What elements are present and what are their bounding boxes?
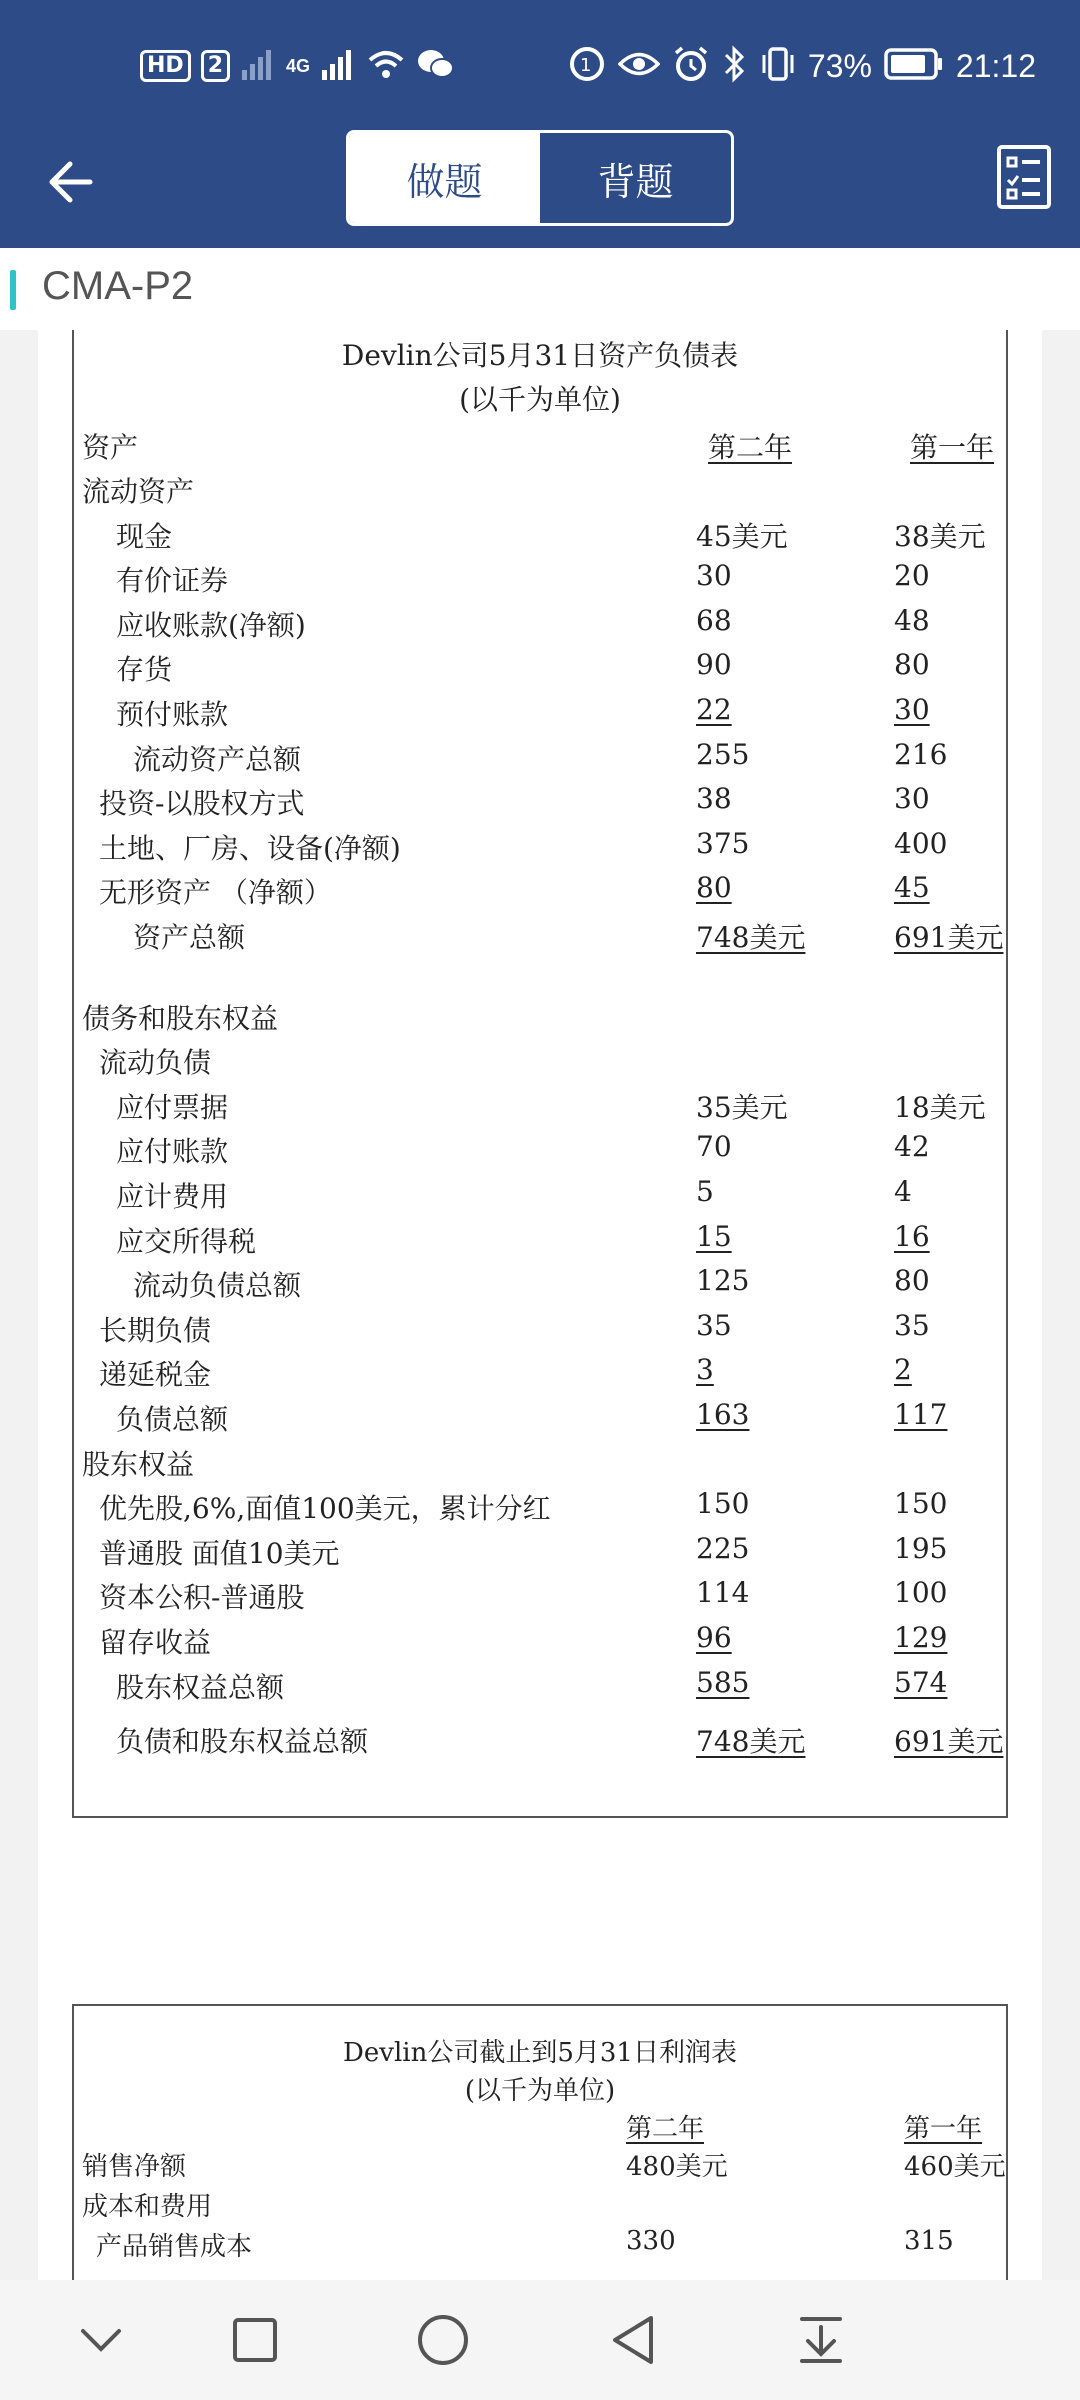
- year2-value: 45美元: [696, 519, 788, 553]
- status-right: [568, 42, 1036, 90]
- column-header-year1: 第一年: [910, 431, 995, 464]
- table-row: [74, 1398, 1006, 1442]
- table-row: [74, 2186, 1006, 2230]
- table-row: [74, 648, 1006, 692]
- income-statement-title: Devlin公司截止到5月31日利润表: [343, 2038, 737, 2068]
- year2-value: 38: [696, 782, 732, 816]
- year1-value: 574: [894, 1665, 948, 1699]
- balance-sheet-title: Devlin公司5月31日资产负债表: [341, 339, 739, 372]
- year2-value: 330: [626, 2226, 676, 2256]
- year1-value: 216: [894, 737, 948, 771]
- download-button[interactable]: [786, 2308, 856, 2372]
- title-bar: [0, 130, 1080, 248]
- column-header-year2: 第二年: [708, 431, 793, 464]
- year1-value: 30: [894, 782, 930, 816]
- year2-value: 114: [696, 1576, 750, 1610]
- row-label: 应付票据: [116, 1090, 229, 1124]
- year1-value: 100: [894, 1576, 948, 1610]
- recent-apps-button[interactable]: [220, 2308, 290, 2372]
- download-icon: [798, 2315, 844, 2365]
- row-label: 预付账款: [116, 698, 229, 731]
- row-label: 递延税金: [99, 1358, 212, 1392]
- wechat-icon: [416, 46, 454, 86]
- data-saver-icon: [568, 45, 606, 87]
- year1-value: 195: [894, 1531, 948, 1565]
- row-label: 负债总额: [116, 1403, 229, 1436]
- row-label: 流动资产: [82, 475, 195, 508]
- row-label: 存货: [116, 653, 173, 687]
- row-label: 应计费用: [116, 1180, 229, 1213]
- year2-value: 225: [696, 1531, 750, 1565]
- back-button[interactable]: [40, 152, 100, 212]
- alarm-icon: [672, 45, 710, 87]
- year2-value: 255: [696, 737, 750, 771]
- year1-value: 48: [894, 603, 930, 637]
- status-bar: [0, 0, 1080, 130]
- row-label: 资本公积-普通股: [99, 1581, 305, 1615]
- nav-back-button[interactable]: [598, 2308, 668, 2372]
- table-row: [74, 1443, 1006, 1487]
- vibrate-icon: [760, 45, 796, 87]
- year1-value: 30: [894, 693, 930, 726]
- year2-value: 480美元: [626, 2152, 728, 2182]
- row-label: 应付账款: [116, 1135, 229, 1169]
- row-label: 现金: [116, 519, 173, 553]
- question-image: [38, 330, 1042, 2280]
- year1-value: 117: [894, 1398, 948, 1431]
- year1-value: 4: [894, 1175, 912, 1208]
- year1-value: 38美元: [894, 519, 986, 553]
- year1-value: 460美元: [904, 2152, 1006, 2182]
- balance-sheet: [72, 330, 1008, 1818]
- year2-value: 35: [696, 1308, 732, 1342]
- home-icon: [416, 2313, 470, 2367]
- row-label: 产品销售成本: [96, 2232, 253, 2262]
- table-row: [74, 1576, 1006, 1620]
- table-row: [74, 1720, 1006, 1764]
- table-row: [74, 1532, 1006, 1576]
- recent-apps-icon: [231, 2316, 279, 2364]
- year2-value: 70: [696, 1130, 732, 1164]
- year2-value: 748美元: [696, 921, 806, 954]
- table-row: [74, 1264, 1006, 1308]
- hd-badge: HD: [140, 50, 191, 82]
- subject-title: CMA-P2: [42, 264, 194, 308]
- row-label: 优先股,6%,面值100美元，累计分红: [99, 1492, 551, 1526]
- row-label: 有价证券: [116, 564, 229, 598]
- year1-value: 20: [894, 559, 930, 593]
- row-label: 土地、厂房、设备(净额): [99, 831, 401, 865]
- svg-text:1: 1: [579, 55, 592, 76]
- year2-value: 15: [696, 1219, 732, 1253]
- year1-value: 80: [894, 1264, 930, 1298]
- table-row: [74, 871, 1006, 915]
- system-nav-bar: [0, 2280, 1080, 2400]
- table-row: [74, 1309, 1006, 1353]
- collapse-button[interactable]: [66, 2308, 136, 2372]
- year1-value: 150: [894, 1487, 948, 1521]
- year2-value: 375: [696, 826, 750, 860]
- row-label: 资产总额: [133, 921, 246, 954]
- table-row: [74, 2146, 1006, 2190]
- row-label: 应收账款(净额): [116, 608, 306, 642]
- year1-value: 691美元: [894, 921, 1004, 954]
- battery-icon: [884, 47, 944, 85]
- question-list-icon: [996, 144, 1052, 210]
- year2-value: 22: [696, 693, 732, 726]
- battery-percent: 73%: [807, 47, 872, 84]
- collapse-icon: [79, 2325, 123, 2355]
- row-label: 债务和股东权益: [82, 1001, 279, 1035]
- income-statement-subtitle: (以千为单位): [464, 2076, 616, 2106]
- year2-value: 96: [696, 1621, 732, 1654]
- row-label: 股东权益总额: [116, 1670, 285, 1704]
- back-icon: [609, 2314, 657, 2366]
- column-header-year2: 第二年: [626, 2114, 705, 2144]
- row-label: 应交所得税: [116, 1224, 257, 1258]
- column-header-year1: 第一年: [904, 2114, 983, 2144]
- signal-icon: [240, 46, 276, 86]
- table-row: [74, 559, 1006, 603]
- table-row: [74, 470, 1006, 514]
- table-row: [74, 1041, 1006, 1085]
- table-row: [74, 916, 1006, 960]
- year2-value: 3: [696, 1353, 714, 1387]
- year2-value: 585: [696, 1665, 750, 1699]
- back-arrow-icon: [46, 160, 94, 204]
- year1-value: 35: [894, 1308, 930, 1342]
- row-label: 流动资产总额: [133, 742, 302, 776]
- table-row: [74, 515, 1006, 559]
- year2-value: 30: [696, 559, 732, 593]
- year1-value: 129: [894, 1621, 948, 1654]
- table-row: [74, 738, 1006, 782]
- table-row: [74, 1353, 1006, 1397]
- row-label: 成本和费用: [82, 2192, 213, 2222]
- signal-icon: [320, 46, 356, 86]
- status-left: [140, 42, 454, 90]
- year1-value: 691美元: [894, 1725, 1004, 1759]
- table-row: [74, 604, 1006, 648]
- row-label: 流动负债总额: [133, 1269, 302, 1303]
- table-row: [74, 1621, 1006, 1665]
- year1-value: 45: [894, 871, 930, 905]
- row-label: 股东权益: [82, 1447, 195, 1481]
- year2-value: 5: [696, 1175, 714, 1208]
- row-label: 投资-以股权方式: [99, 787, 305, 821]
- year2-value: 748美元: [696, 1725, 806, 1759]
- table-row: [74, 1086, 1006, 1130]
- subject-header: [0, 248, 1080, 330]
- year2-value: 163: [696, 1398, 750, 1431]
- sim-badge: 2: [201, 50, 230, 82]
- row-label: 无形资产 （净额）: [99, 876, 332, 910]
- wifi-icon: [366, 46, 406, 86]
- table-row: [74, 1220, 1006, 1264]
- year1-value: 18美元: [894, 1090, 986, 1124]
- row-label: 留存收益: [99, 1626, 212, 1659]
- year2-value: 150: [696, 1487, 750, 1521]
- year1-value: 400: [894, 826, 948, 860]
- row-label: 销售净额: [82, 2152, 187, 2182]
- table-row: [74, 1666, 1006, 1710]
- table-row: [74, 1130, 1006, 1174]
- tab-practice[interactable]: 做题: [349, 133, 540, 223]
- balance-sheet-subtitle: (以千为单位): [459, 383, 621, 416]
- year1-value: 80: [894, 648, 930, 682]
- row-label: 流动负债: [99, 1046, 212, 1080]
- year2-value: 35美元: [696, 1090, 788, 1124]
- year1-value: 42: [894, 1130, 930, 1164]
- row-label: 负债和股东权益总额: [116, 1725, 369, 1759]
- mode-switch: [346, 130, 734, 226]
- year1-value: 315: [904, 2226, 954, 2256]
- year2-value: 80: [696, 871, 732, 905]
- assets-heading: 资产: [82, 431, 139, 464]
- table-row: [74, 782, 1006, 826]
- row-label: 长期负债: [99, 1313, 212, 1347]
- year2-value: 68: [696, 603, 732, 637]
- table-row: [74, 1175, 1006, 1219]
- table-row: [74, 693, 1006, 737]
- table-row: [74, 1487, 1006, 1531]
- subject-accent: [10, 270, 16, 310]
- clock: 21:12: [955, 47, 1036, 84]
- row-label: 普通股 面值10美元: [99, 1536, 340, 1570]
- tab-memorize[interactable]: 背题: [597, 159, 674, 204]
- question-content[interactable]: [0, 330, 1080, 2280]
- app-header: [0, 0, 1080, 248]
- year2-value: 90: [696, 648, 732, 682]
- bluetooth-icon: [722, 45, 748, 87]
- income-statement: [72, 2004, 1008, 2280]
- home-button[interactable]: [408, 2308, 478, 2372]
- table-row: [74, 827, 1006, 871]
- year1-value: 16: [894, 1219, 930, 1253]
- year1-value: 2: [894, 1353, 912, 1387]
- network-type-label: 4G: [286, 55, 311, 76]
- balance-sheet-header-row: [74, 426, 1006, 470]
- year2-value: 125: [696, 1264, 750, 1298]
- eye-icon: [618, 47, 660, 85]
- table-row: [74, 2226, 1006, 2270]
- question-list-button[interactable]: [996, 144, 1052, 210]
- table-row: [74, 997, 1006, 1041]
